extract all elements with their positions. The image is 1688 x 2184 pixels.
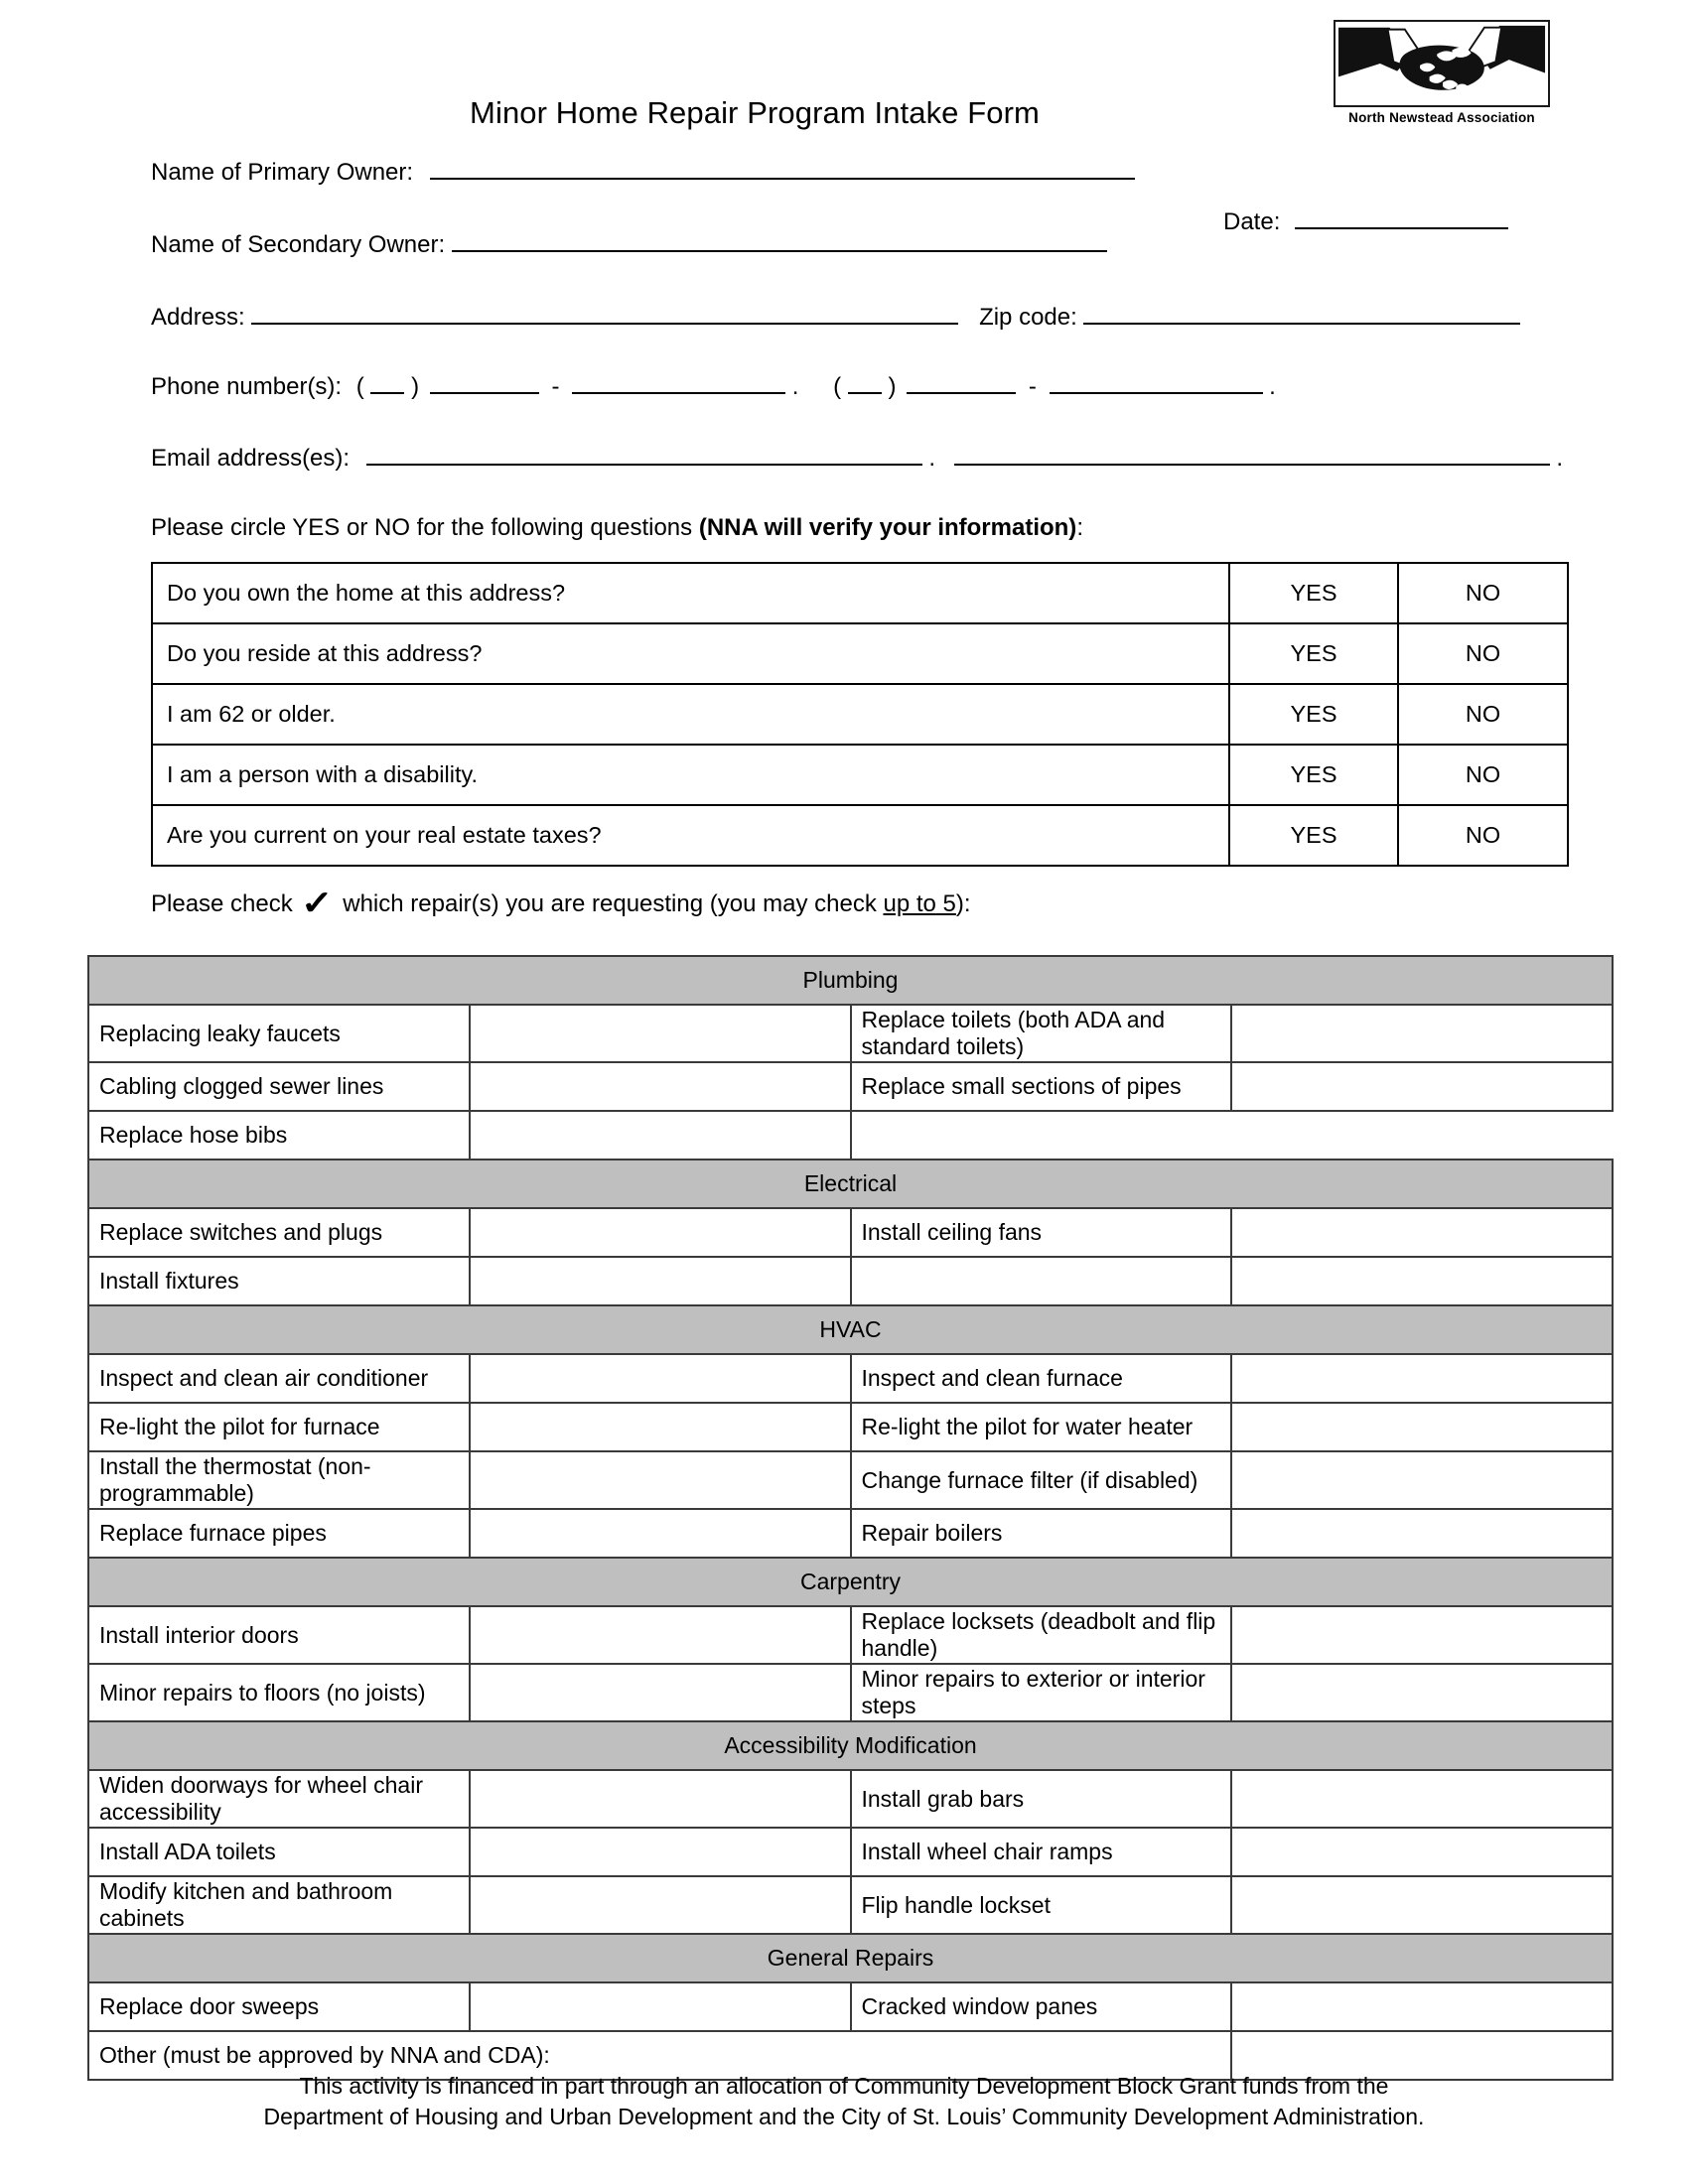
answer-yes-option[interactable]: YES	[1229, 563, 1398, 623]
disclaimer-line-1: This activity is financed in part through an allocation of Community Development Block Grant funds from the	[299, 2073, 1389, 2099]
repair-option-label: Change furnace filter (if disabled)	[851, 1451, 1232, 1509]
phone2-dash: -	[1028, 372, 1037, 400]
repair-option-checkbox[interactable]	[470, 1062, 851, 1111]
repair-option-label: Replace door sweeps	[88, 1982, 470, 2031]
handshake-icon	[1334, 20, 1550, 107]
question-text: Do you reside at this address?	[152, 623, 1229, 684]
repair-option-row	[88, 1005, 1613, 1062]
repair-option-row	[88, 1451, 1613, 1509]
primary-owner-label: Name of Primary Owner:	[151, 158, 414, 186]
repair-option-label: Replace furnace pipes	[88, 1509, 470, 1558]
category-header-row	[88, 1558, 1613, 1606]
answer-no-option[interactable]: NO	[1398, 563, 1568, 623]
repair-option-checkbox[interactable]	[1231, 1062, 1613, 1111]
check-instruction-count: 5	[935, 890, 956, 917]
repair-option-checkbox[interactable]	[470, 1828, 851, 1876]
phone1-line-input[interactable]	[572, 371, 785, 394]
phone2-period: .	[1269, 372, 1276, 400]
repair-option-checkbox[interactable]	[470, 1005, 851, 1062]
repair-option-checkbox[interactable]	[470, 1451, 851, 1509]
repair-option-checkbox[interactable]	[1231, 1828, 1613, 1876]
repair-option-label: Replace hose bibs	[88, 1111, 470, 1160]
check-instruction-lead: Please check	[151, 890, 293, 917]
repair-option-label: Install grab bars	[851, 1770, 1232, 1828]
repair-option-label: Install fixtures	[88, 1257, 470, 1305]
repair-option-checkbox[interactable]	[1231, 1509, 1613, 1558]
phone1-prefix-input[interactable]	[430, 371, 539, 394]
phone2-area-input[interactable]	[848, 371, 882, 394]
answer-no-option[interactable]: NO	[1398, 745, 1568, 805]
page-title: Minor Home Repair Program Intake Form	[470, 95, 1040, 130]
category-header-row	[88, 1160, 1613, 1208]
date-label: Date:	[1223, 207, 1281, 235]
email-label: Email address(es):	[151, 444, 351, 472]
phone1-period: .	[791, 372, 799, 400]
repair-option-label: Flip handle lockset	[851, 1876, 1232, 1934]
repair-option-checkbox[interactable]	[470, 1982, 851, 2031]
repair-option-checkbox[interactable]	[1231, 1770, 1613, 1828]
check-instruction	[151, 884, 971, 922]
field-phone-numbers	[151, 371, 1276, 400]
repair-option-row	[88, 1257, 1613, 1305]
repair-option-checkbox[interactable]	[1231, 1005, 1613, 1062]
phone2-close-paren: )	[888, 372, 897, 400]
repair-option-checkbox[interactable]	[470, 1354, 851, 1403]
repair-option-checkbox[interactable]	[1231, 1208, 1613, 1257]
repair-option-checkbox[interactable]	[1231, 1354, 1613, 1403]
question-text: Do you own the home at this address?	[152, 563, 1229, 623]
disclaimer-line-2: Department of Housing and Urban Development and the City of St. Louis’ Community Development Administration.	[263, 2104, 1425, 2130]
field-date	[1223, 206, 1508, 235]
category-header-row	[88, 1721, 1613, 1770]
repair-option-row	[88, 1982, 1613, 2031]
eligibility-questions-table	[151, 562, 1569, 867]
answer-yes-option[interactable]: YES	[1229, 684, 1398, 745]
answer-yes-option[interactable]: YES	[1229, 805, 1398, 866]
repair-option-label: Replace toilets (both ADA and standard toilets)	[851, 1005, 1232, 1062]
repair-option-label: Cracked window panes	[851, 1982, 1232, 2031]
checkmark-icon: ✓	[300, 885, 334, 922]
question-text: I am 62 or older.	[152, 684, 1229, 745]
answer-no-option[interactable]: NO	[1398, 623, 1568, 684]
repair-option-label: Inspect and clean furnace	[851, 1354, 1232, 1403]
repair-option-label: Widen doorways for wheel chair accessibility	[88, 1770, 470, 1828]
zip-input[interactable]	[1083, 302, 1520, 325]
circle-instruction-lead: Please circle YES or NO for the following questions	[151, 514, 699, 541]
repair-option-label: Install interior doors	[88, 1606, 470, 1664]
question-text: I am a person with a disability.	[152, 745, 1229, 805]
zip-label: Zip code:	[979, 303, 1077, 331]
phone1-open-paren: (	[355, 372, 364, 400]
repair-option-label: Install ceiling fans	[851, 1208, 1232, 1257]
address-label: Address:	[151, 303, 245, 331]
repair-option-checkbox[interactable]	[470, 1664, 851, 1721]
repair-option-label: Replacing leaky faucets	[88, 1005, 470, 1062]
repair-option-label: Repair boilers	[851, 1509, 1232, 1558]
phone1-dash: -	[551, 372, 560, 400]
repair-option-label: Cabling clogged sewer lines	[88, 1062, 470, 1111]
field-primary-owner	[151, 157, 1135, 186]
repair-option-row	[88, 1208, 1613, 1257]
secondary-owner-label: Name of Secondary Owner:	[151, 230, 446, 258]
repair-option-checkbox[interactable]	[1231, 1876, 1613, 1934]
repair-option-row	[88, 1770, 1613, 1828]
field-email-addresses	[151, 443, 1563, 472]
date-input[interactable]	[1295, 206, 1508, 229]
logo-caption: North Newstead Association	[1348, 110, 1535, 125]
empty-cell	[1231, 1111, 1613, 1160]
phone2-line-input[interactable]	[1050, 371, 1263, 394]
repair-option-label: Install the thermostat (non-programmable)	[88, 1451, 470, 1509]
funding-disclaimer	[0, 2071, 1688, 2132]
category-title: Carpentry	[88, 1558, 1613, 1606]
repair-option-row	[88, 1111, 1613, 1160]
repair-option-row	[88, 1828, 1613, 1876]
repair-option-row	[88, 1403, 1613, 1451]
repair-option-label: Replace locksets (deadbolt and flip handle)	[851, 1606, 1232, 1664]
empty-cell	[851, 1111, 1232, 1160]
other-repair-label: Other (must be approved by NNA and CDA):	[88, 2031, 1231, 2080]
repair-option-checkbox[interactable]	[470, 1509, 851, 1558]
repair-option-row	[88, 1354, 1613, 1403]
category-title: Accessibility Modification	[88, 1721, 1613, 1770]
category-header-row	[88, 956, 1613, 1005]
phone2-prefix-input[interactable]	[907, 371, 1016, 394]
category-header-row	[88, 1305, 1613, 1354]
table-row	[152, 563, 1568, 623]
repair-option-checkbox[interactable]	[470, 1876, 851, 1934]
repair-option-checkbox[interactable]	[470, 1111, 851, 1160]
phone2-open-paren: (	[833, 372, 842, 400]
repair-option-checkbox[interactable]	[470, 1208, 851, 1257]
repair-option-checkbox[interactable]	[1231, 1403, 1613, 1451]
email2-input[interactable]	[954, 443, 1550, 466]
repair-option-checkbox[interactable]	[1231, 1257, 1613, 1305]
circle-instruction	[151, 514, 1083, 542]
address-input[interactable]	[251, 302, 958, 325]
email1-period: .	[928, 444, 936, 472]
repair-option-label: Replace small sections of pipes	[851, 1062, 1232, 1111]
circle-instruction-emphasis: (NNA will verify your information)	[698, 514, 1077, 541]
repair-options-table	[87, 955, 1614, 2081]
email1-input[interactable]	[366, 443, 922, 466]
repair-option-checkbox[interactable]	[470, 1606, 851, 1664]
repair-option-checkbox[interactable]	[470, 1403, 851, 1451]
repair-option-label: Re-light the pilot for water heater	[851, 1403, 1232, 1451]
repair-option-label: Install ADA toilets	[88, 1828, 470, 1876]
phone1-area-input[interactable]	[370, 371, 404, 394]
repair-option-label: Minor repairs to floors (no joists)	[88, 1664, 470, 1721]
secondary-owner-input[interactable]	[452, 229, 1107, 252]
table-row	[152, 805, 1568, 866]
answer-yes-option[interactable]: YES	[1229, 745, 1398, 805]
repair-option-label	[851, 1257, 1232, 1305]
repair-option-checkbox[interactable]	[1231, 1982, 1613, 2031]
category-title: General Repairs	[88, 1934, 1613, 1982]
category-title: HVAC	[88, 1305, 1613, 1354]
repair-option-row	[88, 1664, 1613, 1721]
repair-option-row	[88, 1509, 1613, 1558]
field-address	[151, 302, 1520, 331]
check-instruction-mid: which repair(s) you are requesting (you may check	[343, 890, 884, 917]
answer-no-option[interactable]: NO	[1398, 684, 1568, 745]
repair-option-label: Replace switches and plugs	[88, 1208, 470, 1257]
repair-option-checkbox[interactable]	[1231, 1451, 1613, 1509]
repair-option-checkbox[interactable]	[1231, 1664, 1613, 1721]
question-text: Are you current on your real estate taxes?	[152, 805, 1229, 866]
category-header-row	[88, 1934, 1613, 1982]
repair-option-label: Re-light the pilot for furnace	[88, 1403, 470, 1451]
table-row	[152, 684, 1568, 745]
repair-option-label: Inspect and clean air conditioner	[88, 1354, 470, 1403]
repair-option-row	[88, 1876, 1613, 1934]
phone-label: Phone number(s):	[151, 372, 343, 400]
repair-option-checkbox[interactable]	[1231, 1606, 1613, 1664]
category-title: Plumbing	[88, 956, 1613, 1005]
field-secondary-owner	[151, 229, 1107, 258]
primary-owner-input[interactable]	[430, 157, 1135, 180]
category-title: Electrical	[88, 1160, 1613, 1208]
check-instruction-tail: ):	[955, 890, 971, 917]
repair-option-checkbox[interactable]	[470, 1770, 851, 1828]
answer-yes-option[interactable]: YES	[1229, 623, 1398, 684]
phone1-close-paren: )	[411, 372, 420, 400]
repair-option-label: Install wheel chair ramps	[851, 1828, 1232, 1876]
repair-option-label: Modify kitchen and bathroom cabinets	[88, 1876, 470, 1934]
repair-option-row	[88, 1606, 1613, 1664]
table-row	[152, 623, 1568, 684]
check-instruction-underlined: up to	[883, 890, 936, 917]
circle-instruction-tail: :	[1076, 514, 1083, 541]
repair-option-row	[88, 1062, 1613, 1111]
answer-no-option[interactable]: NO	[1398, 805, 1568, 866]
email2-period: .	[1556, 444, 1564, 472]
repair-option-label: Minor repairs to exterior or interior steps	[851, 1664, 1232, 1721]
table-row	[152, 745, 1568, 805]
repair-option-checkbox[interactable]	[470, 1257, 851, 1305]
